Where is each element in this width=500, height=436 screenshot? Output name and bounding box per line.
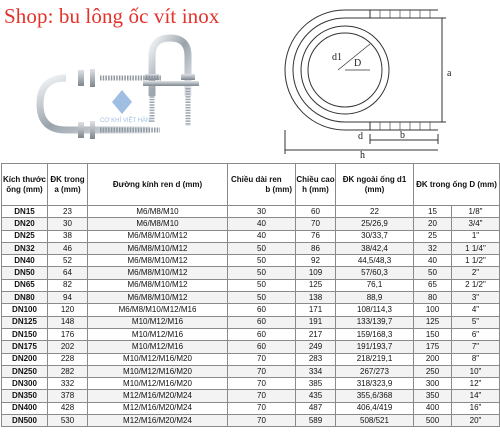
table-row bbox=[2, 267, 500, 279]
cell-D: 50 bbox=[414, 267, 452, 279]
header-a: ĐK trong a (mm) bbox=[48, 164, 88, 206]
cell-size: DN15 bbox=[2, 206, 48, 218]
cell-h: 589 bbox=[296, 415, 336, 427]
cell-d1: 406,4/419 bbox=[336, 402, 414, 414]
cell-b: 50 bbox=[228, 242, 296, 254]
cell-inch: 2" bbox=[452, 267, 500, 279]
cell-b: 30 bbox=[228, 206, 296, 218]
cell-inch: 16" bbox=[452, 402, 500, 414]
cell-d1: 57/60,3 bbox=[336, 267, 414, 279]
header-h: Chiều cao h (mm) bbox=[296, 164, 336, 206]
cell-a: 282 bbox=[48, 365, 88, 377]
cell-a: 120 bbox=[48, 304, 88, 316]
table-row bbox=[2, 353, 500, 365]
cell-b: 50 bbox=[228, 292, 296, 304]
cell-thread: M6/M8/M10/M12/M16 bbox=[88, 304, 228, 316]
cell-h: 76 bbox=[296, 230, 336, 242]
cell-inch: 1/8" bbox=[452, 206, 500, 218]
cell-D: 350 bbox=[414, 390, 452, 402]
cell-D: 40 bbox=[414, 255, 452, 267]
cell-thread: M6/M8/M10 bbox=[88, 206, 228, 218]
cell-D: 15 bbox=[414, 206, 452, 218]
table-row bbox=[2, 328, 500, 340]
table-row bbox=[2, 304, 500, 316]
cell-d1: 133/139,7 bbox=[336, 316, 414, 328]
cell-size: DN50 bbox=[2, 267, 48, 279]
table-row bbox=[2, 341, 500, 353]
header-D: ĐK trong ống D (mm) bbox=[414, 164, 500, 206]
cell-size: DN400 bbox=[2, 402, 48, 414]
label-b: b bbox=[400, 130, 405, 141]
cell-D: 175 bbox=[414, 341, 452, 353]
cell-inch: 14" bbox=[452, 390, 500, 402]
cell-inch: 4" bbox=[452, 304, 500, 316]
cell-a: 23 bbox=[48, 206, 88, 218]
cell-size: DN40 bbox=[2, 255, 48, 267]
cell-inch: 1 1/4" bbox=[452, 242, 500, 254]
cell-b: 70 bbox=[228, 353, 296, 365]
cell-b: 60 bbox=[228, 341, 296, 353]
cell-a: 52 bbox=[48, 255, 88, 267]
cell-b: 60 bbox=[228, 328, 296, 340]
cell-h: 283 bbox=[296, 353, 336, 365]
cell-inch: 20" bbox=[452, 415, 500, 427]
cell-b: 40 bbox=[228, 218, 296, 230]
table-row bbox=[2, 316, 500, 328]
cell-h: 334 bbox=[296, 365, 336, 377]
cell-D: 200 bbox=[414, 353, 452, 365]
cell-a: 428 bbox=[48, 402, 88, 414]
watermark-logo bbox=[100, 90, 150, 124]
cell-b: 40 bbox=[228, 230, 296, 242]
cell-d1: 30/33,7 bbox=[336, 230, 414, 242]
cell-d1: 22 bbox=[336, 206, 414, 218]
cell-d1: 38/42,4 bbox=[336, 242, 414, 254]
cell-b: 70 bbox=[228, 402, 296, 414]
table-row bbox=[2, 390, 500, 402]
table-row bbox=[2, 230, 500, 242]
table-row bbox=[2, 402, 500, 414]
table-row bbox=[2, 378, 500, 390]
cell-inch: 6" bbox=[452, 328, 500, 340]
cell-thread: M10/M12/M16 bbox=[88, 328, 228, 340]
cell-d1: 267/273 bbox=[336, 365, 414, 377]
cell-size: DN350 bbox=[2, 390, 48, 402]
cell-h: 109 bbox=[296, 267, 336, 279]
table-row bbox=[2, 255, 500, 267]
cell-size: DN25 bbox=[2, 230, 48, 242]
cell-thread: M10/M12/M16/M20 bbox=[88, 378, 228, 390]
cell-a: 202 bbox=[48, 341, 88, 353]
cell-b: 50 bbox=[228, 267, 296, 279]
header-thread: Đường kính ren d (mm) bbox=[88, 164, 228, 206]
cell-h: 92 bbox=[296, 255, 336, 267]
header-size: Kích thước ống (mm) bbox=[2, 164, 48, 206]
cell-D: 125 bbox=[414, 316, 452, 328]
cell-inch: 7" bbox=[452, 341, 500, 353]
cell-a: 94 bbox=[48, 292, 88, 304]
cell-D: 25 bbox=[414, 230, 452, 242]
cell-inch: 5" bbox=[452, 316, 500, 328]
cell-D: 400 bbox=[414, 402, 452, 414]
cell-inch: 8" bbox=[452, 353, 500, 365]
cell-size: DN500 bbox=[2, 415, 48, 427]
cell-thread: M10/M12/M16 bbox=[88, 316, 228, 328]
cell-inch: 10" bbox=[452, 365, 500, 377]
header-b: Chiều dài ren b (mm) bbox=[228, 164, 296, 206]
cell-a: 148 bbox=[48, 316, 88, 328]
cell-h: 70 bbox=[296, 218, 336, 230]
table-row bbox=[2, 365, 500, 377]
cell-h: 385 bbox=[296, 378, 336, 390]
cell-inch: 12" bbox=[452, 378, 500, 390]
cell-b: 70 bbox=[228, 365, 296, 377]
cell-a: 64 bbox=[48, 267, 88, 279]
cell-size: DN175 bbox=[2, 341, 48, 353]
cell-thread: M6/M8/M10/M12 bbox=[88, 267, 228, 279]
table-row bbox=[2, 279, 500, 291]
cell-a: 332 bbox=[48, 378, 88, 390]
cell-thread: M6/M8/M10 bbox=[88, 218, 228, 230]
cell-a: 82 bbox=[48, 279, 88, 291]
cell-h: 86 bbox=[296, 242, 336, 254]
cell-D: 150 bbox=[414, 328, 452, 340]
cell-D: 100 bbox=[414, 304, 452, 316]
cell-d1: 88,9 bbox=[336, 292, 414, 304]
cell-b: 60 bbox=[228, 316, 296, 328]
cell-D: 20 bbox=[414, 218, 452, 230]
cell-d1: 318/323,9 bbox=[336, 378, 414, 390]
cell-h: 171 bbox=[296, 304, 336, 316]
cell-b: 70 bbox=[228, 390, 296, 402]
cell-h: 249 bbox=[296, 341, 336, 353]
cell-h: 138 bbox=[296, 292, 336, 304]
table-row bbox=[2, 206, 500, 218]
header-d1: ĐK ngoài ống d1 (mm) bbox=[336, 164, 414, 206]
cell-inch: 3/4" bbox=[452, 218, 500, 230]
label-h: h bbox=[360, 150, 365, 158]
cell-thread: M12/M16/M20/M24 bbox=[88, 402, 228, 414]
cell-inch: 2 1/2" bbox=[452, 279, 500, 291]
cell-a: 228 bbox=[48, 353, 88, 365]
cell-thread: M12/M16/M20/M24 bbox=[88, 390, 228, 402]
cell-D: 500 bbox=[414, 415, 452, 427]
cell-thread: M10/M12/M16 bbox=[88, 341, 228, 353]
cell-thread: M12/M16/M20/M24 bbox=[88, 415, 228, 427]
cell-thread: M10/M12/M16/M20 bbox=[88, 365, 228, 377]
watermark-text: CƠ KHÍ VIỆT HÀN bbox=[100, 118, 151, 124]
cell-h: 217 bbox=[296, 328, 336, 340]
cell-thread: M6/M8/M10/M12 bbox=[88, 292, 228, 304]
cell-D: 65 bbox=[414, 279, 452, 291]
cell-size: DN65 bbox=[2, 279, 48, 291]
table-row bbox=[2, 218, 500, 230]
page-title: Shop: bu lông ốc vít inox bbox=[4, 4, 220, 28]
u-bolt-technical-drawing bbox=[270, 8, 500, 158]
cell-size: DN200 bbox=[2, 353, 48, 365]
cell-inch: 1 1/2" bbox=[452, 255, 500, 267]
cell-D: 300 bbox=[414, 378, 452, 390]
cell-a: 46 bbox=[48, 242, 88, 254]
cell-size: DN100 bbox=[2, 304, 48, 316]
table-row bbox=[2, 242, 500, 254]
cell-thread: M6/M8/M10/M12 bbox=[88, 230, 228, 242]
cell-size: DN80 bbox=[2, 292, 48, 304]
cell-a: 176 bbox=[48, 328, 88, 340]
cell-size: DN300 bbox=[2, 378, 48, 390]
cell-thread: M6/M8/M10/M12 bbox=[88, 242, 228, 254]
cell-thread: M6/M8/M10/M12 bbox=[88, 255, 228, 267]
cell-h: 60 bbox=[296, 206, 336, 218]
cell-inch: 3" bbox=[452, 292, 500, 304]
cell-thread: M6/M8/M10/M12 bbox=[88, 279, 228, 291]
cell-d1: 108/114,3 bbox=[336, 304, 414, 316]
table-row bbox=[2, 415, 500, 427]
cell-d1: 76,1 bbox=[336, 279, 414, 291]
cell-h: 191 bbox=[296, 316, 336, 328]
cell-b: 60 bbox=[228, 304, 296, 316]
cell-d1: 355,6/368 bbox=[336, 390, 414, 402]
label-D: D bbox=[354, 58, 362, 69]
cell-size: DN20 bbox=[2, 218, 48, 230]
cell-size: DN150 bbox=[2, 328, 48, 340]
cell-b: 70 bbox=[228, 378, 296, 390]
cell-d1: 218/219,1 bbox=[336, 353, 414, 365]
cell-h: 435 bbox=[296, 390, 336, 402]
cell-D: 80 bbox=[414, 292, 452, 304]
cell-d1: 159/168,3 bbox=[336, 328, 414, 340]
cell-d1: 44,5/48,3 bbox=[336, 255, 414, 267]
cell-h: 487 bbox=[296, 402, 336, 414]
cell-a: 378 bbox=[48, 390, 88, 402]
cell-d1: 191/193,7 bbox=[336, 341, 414, 353]
cell-D: 250 bbox=[414, 365, 452, 377]
table-row bbox=[2, 292, 500, 304]
cell-d1: 508/521 bbox=[336, 415, 414, 427]
cell-h: 125 bbox=[296, 279, 336, 291]
label-d1: d1 bbox=[332, 52, 342, 63]
cell-b: 70 bbox=[228, 415, 296, 427]
cell-size: DN250 bbox=[2, 365, 48, 377]
cell-b: 50 bbox=[228, 255, 296, 267]
table-header-row bbox=[2, 164, 500, 206]
u-bolt-product-photo bbox=[0, 34, 200, 152]
cell-thread: M10/M12/M16/M20 bbox=[88, 353, 228, 365]
cell-a: 530 bbox=[48, 415, 88, 427]
label-a: a bbox=[447, 68, 452, 79]
size-table bbox=[1, 163, 500, 427]
cell-a: 30 bbox=[48, 218, 88, 230]
cell-inch: 1" bbox=[452, 230, 500, 242]
label-d: d bbox=[358, 131, 363, 142]
cell-a: 38 bbox=[48, 230, 88, 242]
cell-size: DN32 bbox=[2, 242, 48, 254]
cell-d1: 25/26,9 bbox=[336, 218, 414, 230]
cell-b: 50 bbox=[228, 279, 296, 291]
cell-D: 32 bbox=[414, 242, 452, 254]
cell-size: DN125 bbox=[2, 316, 48, 328]
